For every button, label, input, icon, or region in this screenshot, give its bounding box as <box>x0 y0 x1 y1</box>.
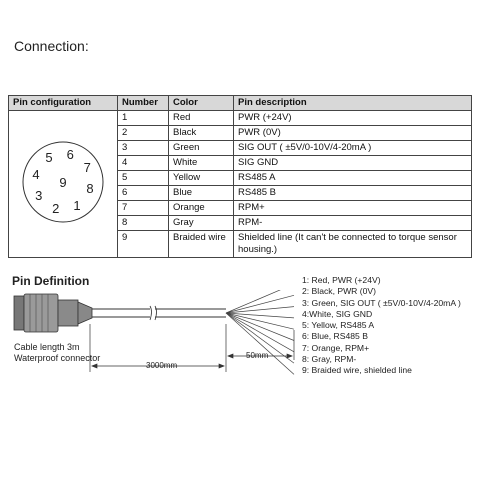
header-pin-description: Pin description <box>234 96 472 111</box>
cell-number: 5 <box>118 171 169 186</box>
cell-color: Black <box>169 126 234 141</box>
cell-number: 7 <box>118 201 169 216</box>
cell-color: Blue <box>169 186 234 201</box>
pin-definition-title: Pin Definition <box>12 274 90 288</box>
dimension-lines <box>90 324 294 372</box>
pin-number-label: 7 <box>83 160 91 175</box>
cell-color: Green <box>169 141 234 156</box>
pin-number-label: 2 <box>52 201 60 216</box>
cell-description: SIG GND <box>234 156 472 171</box>
list-item: 6: Blue, RS485 B <box>302 331 368 342</box>
cell-number: 2 <box>118 126 169 141</box>
wire-fan <box>226 290 294 374</box>
cell-color: White <box>169 156 234 171</box>
cell-color: Yellow <box>169 171 234 186</box>
cell-description: PWR (+24V) <box>234 111 472 126</box>
wire-line <box>226 307 294 313</box>
cell-number: 8 <box>118 216 169 231</box>
wire-line <box>226 313 294 374</box>
cell-number: 1 <box>118 111 169 126</box>
cell-description: Shielded line (It can't be connected to torque sensor housing.) <box>234 231 472 258</box>
list-item: 2: Black, PWR (0V) <box>302 286 377 297</box>
pin-configuration-table <box>8 95 472 258</box>
connector-pinout-icon <box>14 127 112 237</box>
cell-color: Gray <box>169 216 234 231</box>
cell-description: RS485 A <box>234 171 472 186</box>
header-color: Color <box>169 96 234 111</box>
cell-description: RPM+ <box>234 201 472 216</box>
connection-heading: Connection: <box>14 38 89 54</box>
cell-color: Red <box>169 111 234 126</box>
list-item: 7: Orange, RPM+ <box>302 342 370 353</box>
list-item: 1: Red, PWR (+24V) <box>302 275 381 285</box>
cell-number: 6 <box>118 186 169 201</box>
wire-line <box>226 295 294 313</box>
cable-length-dimension: 3000mm <box>146 361 178 370</box>
pin-number-label: 4 <box>32 166 40 182</box>
pin-number-label: 5 <box>45 149 53 165</box>
cell-color: Braided wire <box>169 231 234 258</box>
connector-pinout-cell <box>9 111 118 258</box>
connector-label: Cable length 3m Waterproof connector <box>14 342 101 363</box>
table-row <box>9 111 472 126</box>
cell-color: Orange <box>169 201 234 216</box>
pin-number-label: 1 <box>73 198 81 214</box>
cell-number: 3 <box>118 141 169 156</box>
pin-number-label: 6 <box>66 147 74 162</box>
cell-description: PWR (0V) <box>234 126 472 141</box>
wire-line <box>226 313 294 352</box>
cell-number: 4 <box>118 156 169 171</box>
wire-strip-dimension: 50mm <box>246 351 269 360</box>
pin-number-label: 8 <box>86 181 94 197</box>
cable-line <box>92 306 226 320</box>
header-number: Number <box>118 96 169 111</box>
cell-number: 9 <box>118 231 169 258</box>
waterproof-connector-icon <box>14 294 92 332</box>
list-item: 9: Braided wire, shielded line <box>302 365 412 376</box>
wire-list <box>302 275 461 377</box>
cell-description: RPM- <box>234 216 472 231</box>
cell-description: SIG OUT ( ±5V/0-10V/4-20mA ) <box>234 141 472 156</box>
cell-description: RS485 B <box>234 186 472 201</box>
pin-number-label: 3 <box>35 188 43 203</box>
pin-number-label: 9 <box>59 175 67 190</box>
list-item: 8: Gray, RPM- <box>302 354 357 365</box>
header-pin-configuration: Pin configuration <box>9 96 118 111</box>
list-item: 3: Green, SIG OUT ( ±5V/0-10V/4-20mA ) <box>302 297 461 308</box>
table-header-row <box>9 96 472 111</box>
list-item: 4:White, SIG GND <box>302 308 373 319</box>
list-item: 5: Yellow, RS485 A <box>302 320 375 331</box>
